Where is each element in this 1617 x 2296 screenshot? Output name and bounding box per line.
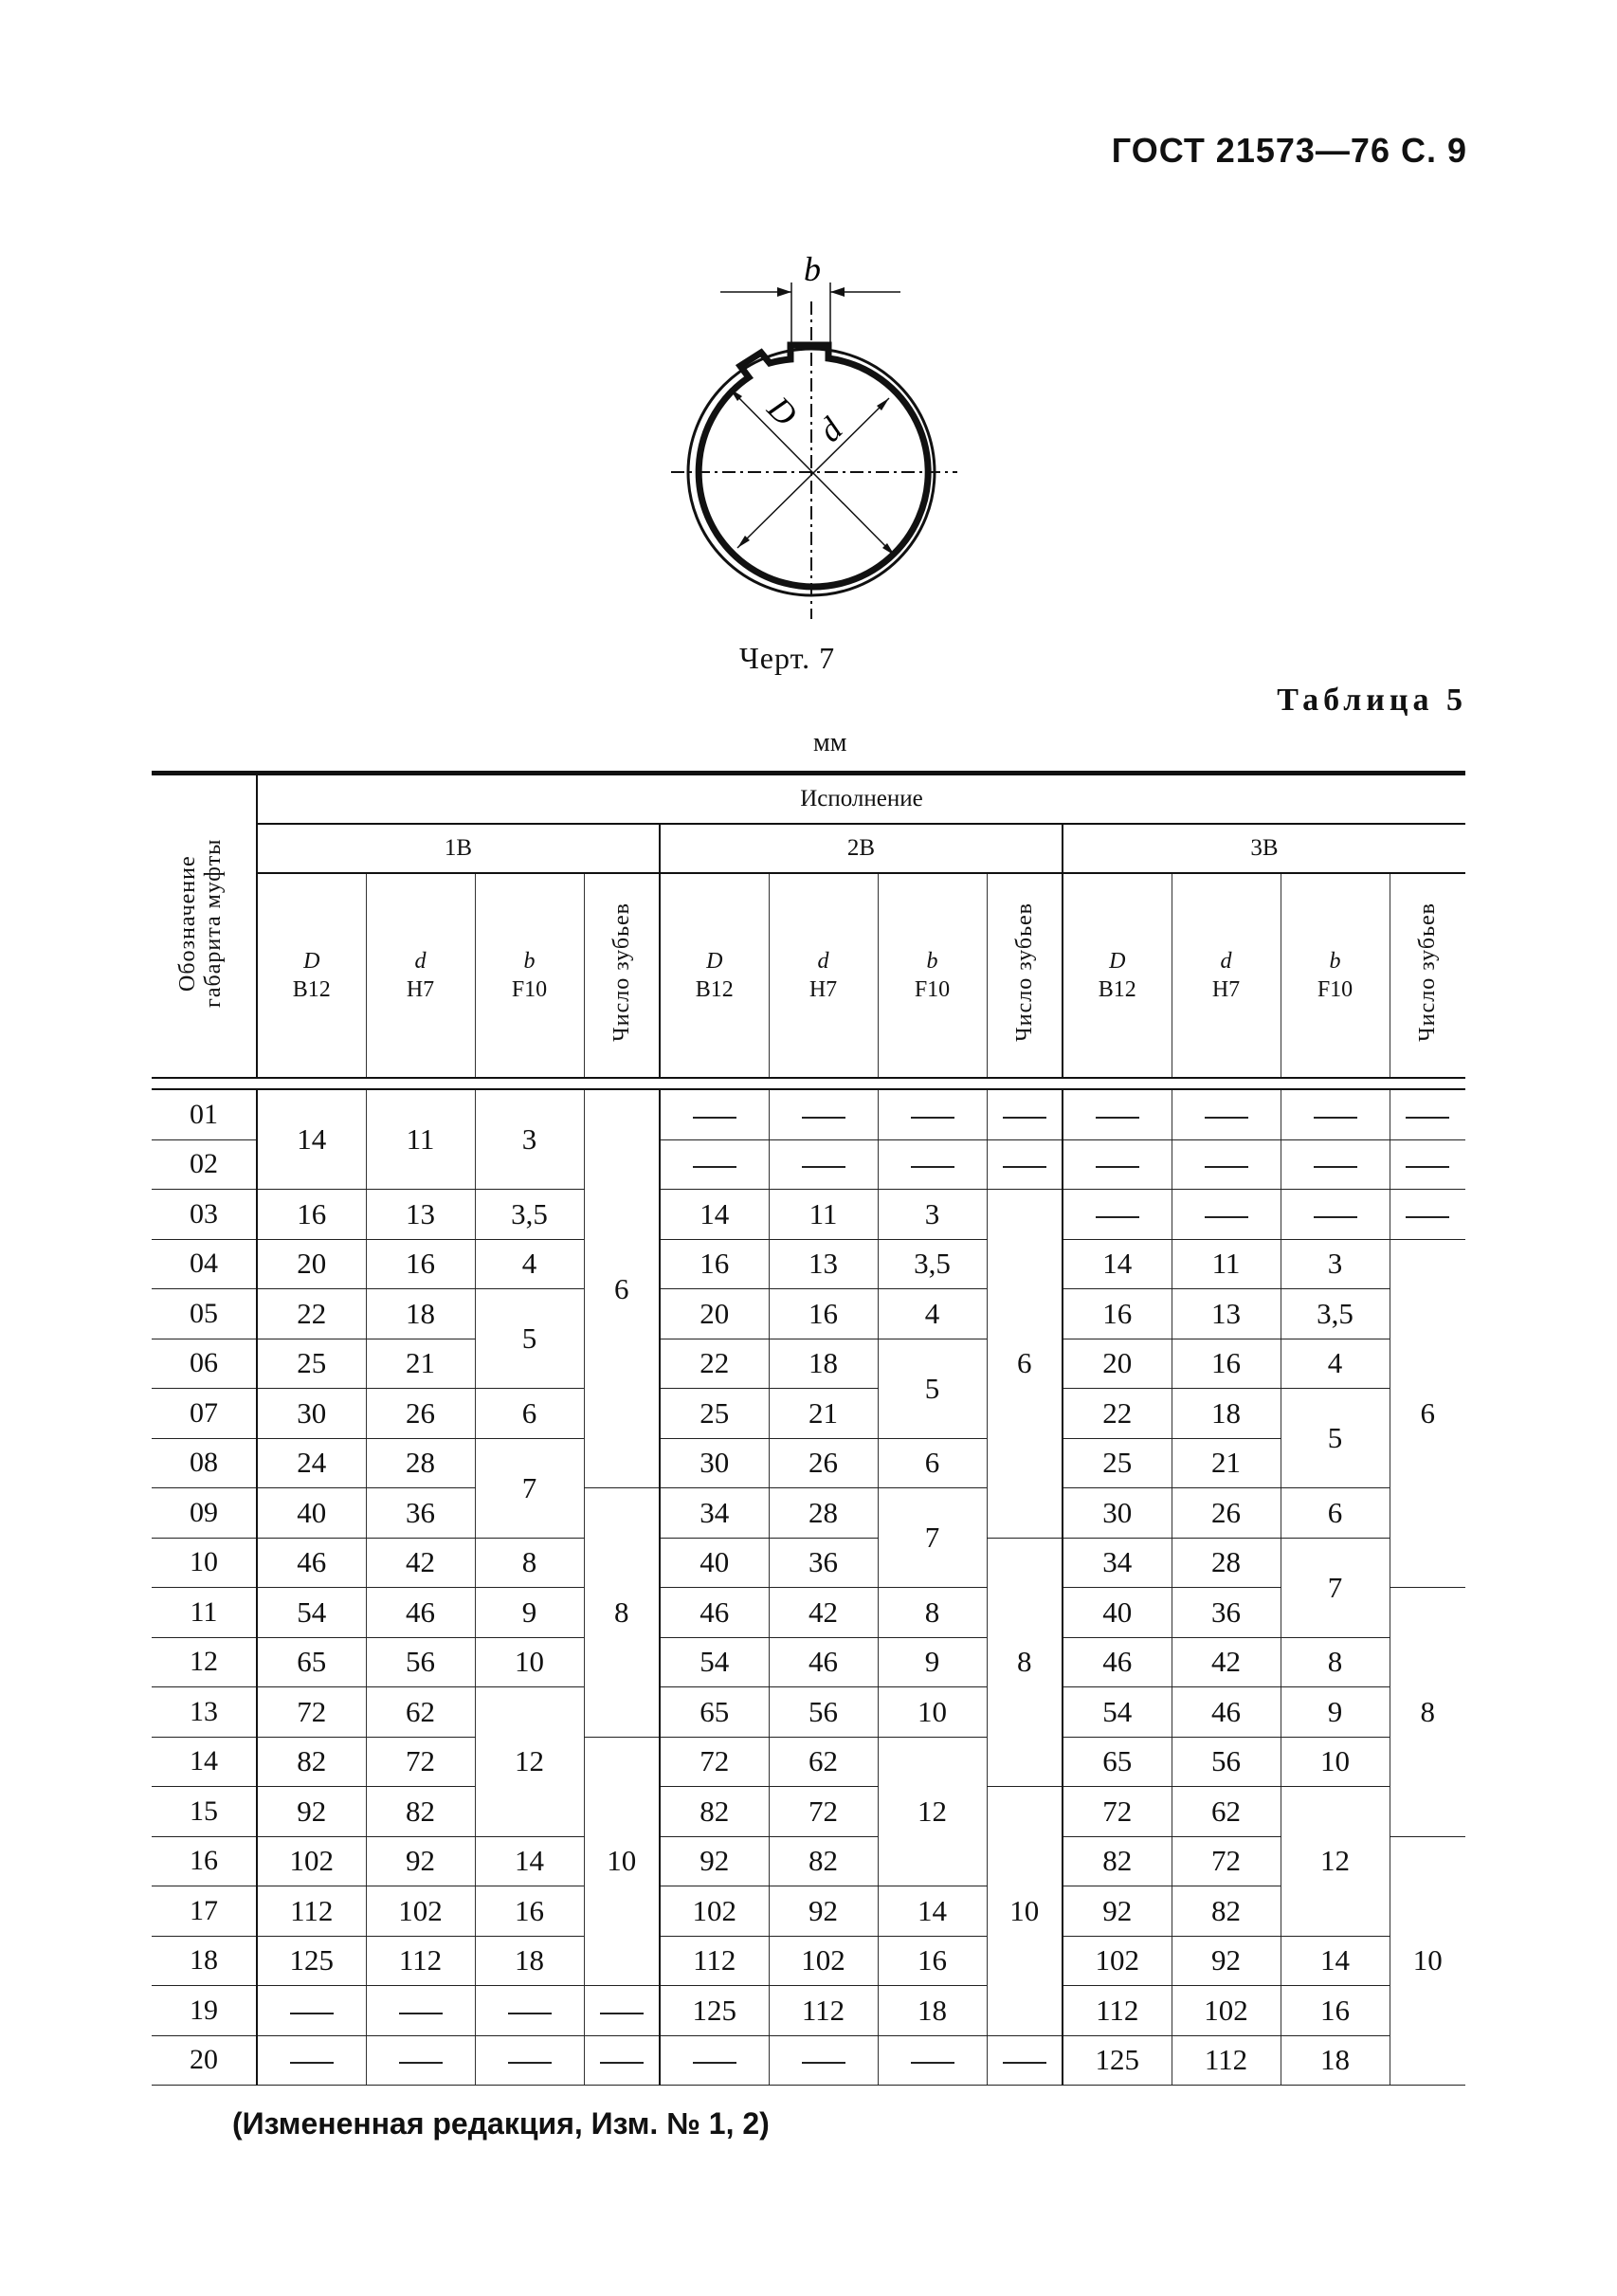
table-cell: 05 (152, 1289, 257, 1339)
table-cell: 62 (366, 1687, 475, 1738)
table-cell (769, 2035, 878, 2086)
table-cell: 03 (152, 1190, 257, 1240)
param-teeth: Число зубьев (1390, 873, 1465, 1078)
table-cell: 9 (1281, 1687, 1390, 1738)
table-cell: 20 (660, 1289, 769, 1339)
table-cell (1390, 1089, 1465, 1139)
param-teeth: Число зубьев (584, 873, 660, 1078)
table-cell: 22 (1063, 1389, 1172, 1439)
table-cell: 72 (1063, 1787, 1172, 1837)
table-cell: 112 (1063, 1986, 1172, 2036)
table-cell: 09 (152, 1488, 257, 1539)
table-cell: 8 (1390, 1588, 1465, 1837)
table-cell: 16 (366, 1239, 475, 1289)
table-cell: 92 (257, 1787, 366, 1837)
table-cell (660, 1089, 769, 1139)
table-title: Таблица 5 (1277, 683, 1467, 718)
table-row (152, 1637, 1465, 1687)
param-b: b F10 (475, 873, 584, 1078)
table-cell: 16 (769, 1289, 878, 1339)
table-cell: 82 (366, 1787, 475, 1837)
table-cell (1172, 1139, 1281, 1190)
table-cell: 20 (257, 1239, 366, 1289)
table-cell: 22 (660, 1339, 769, 1389)
table-row (152, 1737, 1465, 1787)
table-cell: 11 (152, 1588, 257, 1638)
table-cell: 72 (769, 1787, 878, 1837)
table-cell: 24 (257, 1438, 366, 1488)
amendment-note: (Измененная редакция, Изм. № 1, 2) (232, 2106, 770, 2141)
table-row (152, 1787, 1465, 1837)
table-cell: 8 (1281, 1637, 1390, 1687)
param-b: b F10 (1281, 873, 1390, 1078)
table-cell: 36 (769, 1538, 878, 1588)
table-cell: 14 (475, 1836, 584, 1886)
table-cell: 16 (1281, 1986, 1390, 2036)
table-cell: 54 (257, 1588, 366, 1638)
table-cell: 21 (1172, 1438, 1281, 1488)
table-cell: 102 (660, 1886, 769, 1937)
table-cell (1063, 1139, 1172, 1190)
subgroup-3B: 3В (1063, 824, 1465, 873)
table-cell: 82 (769, 1836, 878, 1886)
param-teeth: Число зубьев (987, 873, 1063, 1078)
table-cell: 10 (584, 1737, 660, 1986)
table-cell (475, 2035, 584, 2086)
table-cell: 20 (1063, 1339, 1172, 1389)
table-row (152, 1339, 1465, 1389)
table-cell: 46 (769, 1637, 878, 1687)
table-row (152, 1836, 1465, 1886)
table-cell (878, 1089, 987, 1139)
table-cell (1281, 1139, 1390, 1190)
table-cell: 18 (1281, 2035, 1390, 2086)
table-cell: 13 (366, 1190, 475, 1240)
table-cell: 92 (1063, 1886, 1172, 1937)
table-cell (1390, 1139, 1465, 1190)
table-cell: 01 (152, 1089, 257, 1139)
table-cell: 10 (987, 1787, 1063, 2036)
table-cell: 82 (1063, 1836, 1172, 1886)
table-cell: 02 (152, 1139, 257, 1190)
table-cell: 25 (660, 1389, 769, 1439)
table-cell: 14 (1281, 1936, 1390, 1986)
param-D: D B12 (257, 873, 366, 1078)
table-cell: 14 (257, 1089, 366, 1190)
table-row (152, 1438, 1465, 1488)
table-cell: 6 (987, 1190, 1063, 1539)
table-cell (152, 1078, 1465, 1089)
table-cell: 40 (257, 1488, 366, 1539)
param-d: d H7 (769, 873, 878, 1078)
table-cell (987, 1139, 1063, 1190)
table-cell (1172, 1089, 1281, 1139)
table-cell: 125 (257, 1936, 366, 1986)
table-cell: 8 (584, 1488, 660, 1738)
table-cell: 4 (475, 1239, 584, 1289)
table-cell: 10 (878, 1687, 987, 1738)
table-cell: 102 (1172, 1986, 1281, 2036)
table-cell: 112 (769, 1986, 878, 2036)
table-row (152, 1089, 1465, 1139)
table-cell: 6 (1390, 1239, 1465, 1588)
table-cell: 14 (1063, 1239, 1172, 1289)
table-cell: 9 (475, 1588, 584, 1638)
table-cell: 36 (1172, 1588, 1281, 1638)
table-cell: 5 (475, 1289, 584, 1389)
table-cell: 13 (152, 1687, 257, 1738)
row-header-cell (152, 774, 257, 1079)
table-row (152, 1488, 1465, 1539)
param-d: d H7 (1172, 873, 1281, 1078)
table-cell: 3,5 (475, 1190, 584, 1240)
table-row (152, 1687, 1465, 1738)
subgroup-2B: 2В (660, 824, 1063, 873)
table-cell: 42 (366, 1538, 475, 1588)
table-cell (584, 1986, 660, 2036)
table-cell: 7 (878, 1488, 987, 1588)
table-cell: 18 (475, 1936, 584, 1986)
table-cell: 40 (660, 1538, 769, 1588)
table-cell: 8 (987, 1538, 1063, 1787)
table-cell: 6 (475, 1389, 584, 1439)
table-cell: 72 (1172, 1836, 1281, 1886)
table-cell: 36 (366, 1488, 475, 1539)
page-header: ГОСТ 21573—76 С. 9 (1111, 131, 1467, 170)
table-cell: 92 (660, 1836, 769, 1886)
table-cell: 16 (660, 1239, 769, 1289)
table-cell: 07 (152, 1389, 257, 1439)
table-cell: 26 (769, 1438, 878, 1488)
row-header-text: Обозначение габарита муфты (175, 838, 226, 1008)
table-cell (878, 1139, 987, 1190)
table-cell (257, 1986, 366, 2036)
table-cell (475, 1986, 584, 2036)
table-cell: 112 (366, 1936, 475, 1986)
table-cell: 18 (769, 1339, 878, 1389)
table-cell: 62 (769, 1737, 878, 1787)
units-label: мм (813, 728, 847, 757)
table-cell (366, 1986, 475, 2036)
table-cell: 56 (366, 1637, 475, 1687)
table-cell: 112 (257, 1886, 366, 1937)
table-cell: 3,5 (878, 1239, 987, 1289)
table-cell: 12 (878, 1737, 987, 1886)
table-cell: 10 (152, 1538, 257, 1588)
table-cell: 22 (257, 1289, 366, 1339)
table-cell: 17 (152, 1886, 257, 1937)
table-cell: 46 (1172, 1687, 1281, 1738)
table-cell (660, 2035, 769, 2086)
table-cell: 12 (152, 1637, 257, 1687)
table-cell: 10 (475, 1637, 584, 1687)
table-cell: 3 (475, 1089, 584, 1190)
table-cell (878, 2035, 987, 2086)
table-cell (366, 2035, 475, 2086)
table-cell: 65 (257, 1637, 366, 1687)
table-cell: 14 (660, 1190, 769, 1240)
table-cell: 26 (366, 1389, 475, 1439)
table-cell: 56 (1172, 1737, 1281, 1787)
table-cell: 16 (878, 1936, 987, 1986)
table-cell: 54 (660, 1637, 769, 1687)
table-5 (152, 771, 1465, 2086)
table-cell: 102 (257, 1836, 366, 1886)
table-cell: 42 (1172, 1637, 1281, 1687)
table-cell: 11 (769, 1190, 878, 1240)
table-cell: 06 (152, 1339, 257, 1389)
table-row (152, 1588, 1465, 1638)
table-cell: 28 (1172, 1538, 1281, 1588)
table-cell: 3,5 (1281, 1289, 1390, 1339)
table-cell: 16 (1172, 1339, 1281, 1389)
table-cell: 6 (584, 1089, 660, 1488)
param-b: b F10 (878, 873, 987, 1078)
table-row (152, 1538, 1465, 1588)
table-row (152, 2035, 1465, 2086)
table-cell: 25 (257, 1339, 366, 1389)
table-cell: 18 (152, 1936, 257, 1986)
param-D: D B12 (660, 873, 769, 1078)
table-cell: 4 (1281, 1339, 1390, 1389)
table-cell: 21 (769, 1389, 878, 1439)
table-cell: 16 (257, 1190, 366, 1240)
table-row (152, 1289, 1465, 1339)
table-cell: 5 (1281, 1389, 1390, 1488)
table-cell: 13 (1172, 1289, 1281, 1339)
table-cell: 54 (1063, 1687, 1172, 1738)
table-cell: 112 (1172, 2035, 1281, 2086)
table-cell (257, 2035, 366, 2086)
table-cell: 42 (769, 1588, 878, 1638)
table-cell: 46 (366, 1588, 475, 1638)
table-cell: 28 (769, 1488, 878, 1539)
param-D: D B12 (1063, 873, 1172, 1078)
table-cell: 20 (152, 2035, 257, 2086)
table-cell: 6 (1281, 1488, 1390, 1539)
table-cell (1063, 1089, 1172, 1139)
group-header: Исполнение (257, 774, 1465, 825)
table-cell: 72 (366, 1737, 475, 1787)
table-cell: 3 (1281, 1239, 1390, 1289)
table-cell: 7 (475, 1438, 584, 1538)
table-body (152, 1078, 1465, 2086)
table-cell: 10 (1390, 1836, 1465, 2086)
table-row (152, 1886, 1465, 1937)
table-cell (1390, 1190, 1465, 1240)
table-cell: 14 (152, 1737, 257, 1787)
dim-D-label: D (760, 389, 805, 434)
table-cell (987, 1089, 1063, 1139)
table-cell: 65 (1063, 1737, 1172, 1787)
table-row (152, 1239, 1465, 1289)
table-cell: 34 (1063, 1538, 1172, 1588)
table-cell: 92 (1172, 1936, 1281, 1986)
table-cell: 16 (1063, 1289, 1172, 1339)
table-cell: 18 (366, 1289, 475, 1339)
table-cell (1172, 1190, 1281, 1240)
table-cell: 102 (769, 1936, 878, 1986)
table-cell (1281, 1089, 1390, 1139)
table-cell: 3 (878, 1190, 987, 1240)
table-cell: 25 (1063, 1438, 1172, 1488)
table-cell: 16 (152, 1836, 257, 1886)
table-cell: 5 (878, 1339, 987, 1438)
table-cell (1063, 1190, 1172, 1240)
table-cell: 08 (152, 1438, 257, 1488)
table-cell: 26 (1172, 1488, 1281, 1539)
table-cell (769, 1089, 878, 1139)
table-cell: 19 (152, 1986, 257, 2036)
table-cell: 04 (152, 1239, 257, 1289)
table-cell: 46 (660, 1588, 769, 1638)
subgroup-1B: 1В (257, 824, 660, 873)
dim-d-label: d (810, 410, 850, 449)
table-cell: 92 (769, 1886, 878, 1937)
table-cell: 125 (1063, 2035, 1172, 2086)
table-cell: 15 (152, 1787, 257, 1837)
table-cell: 82 (257, 1737, 366, 1787)
table-cell: 10 (1281, 1737, 1390, 1787)
table-cell: 21 (366, 1339, 475, 1389)
table-cell: 8 (475, 1538, 584, 1588)
table-cell: 102 (1063, 1936, 1172, 1986)
table-cell: 8 (878, 1588, 987, 1638)
table-cell: 46 (1063, 1637, 1172, 1687)
table-cell: 11 (1172, 1239, 1281, 1289)
figure-caption: Черт. 7 (739, 641, 836, 675)
dim-b-label: b (804, 254, 821, 288)
table-cell: 125 (660, 1986, 769, 2036)
table-cell: 13 (769, 1239, 878, 1289)
table-cell: 82 (660, 1787, 769, 1837)
table-cell (769, 1139, 878, 1190)
table-cell: 11 (366, 1089, 475, 1190)
table-cell: 72 (660, 1737, 769, 1787)
table-cell: 16 (475, 1886, 584, 1937)
table-cell (987, 2035, 1063, 2086)
table-cell: 12 (1281, 1787, 1390, 1937)
table-cell: 30 (257, 1389, 366, 1439)
table-row (152, 1190, 1465, 1240)
table-cell: 28 (366, 1438, 475, 1488)
table-cell: 102 (366, 1886, 475, 1937)
table-cell: 72 (257, 1687, 366, 1738)
table-row (152, 1389, 1465, 1439)
table-cell: 34 (660, 1488, 769, 1539)
table-cell: 92 (366, 1836, 475, 1886)
table-cell: 30 (1063, 1488, 1172, 1539)
table-cell: 112 (660, 1936, 769, 1986)
table-cell: 4 (878, 1289, 987, 1339)
table-cell: 18 (878, 1986, 987, 2036)
table-cell: 56 (769, 1687, 878, 1738)
table-cell: 40 (1063, 1588, 1172, 1638)
table-cell (584, 2035, 660, 2086)
table-row (152, 1986, 1465, 2036)
table-cell: 82 (1172, 1886, 1281, 1937)
param-d: d H7 (366, 873, 475, 1078)
table-cell (660, 1139, 769, 1190)
table-cell: 62 (1172, 1787, 1281, 1837)
table-cell: 14 (878, 1886, 987, 1937)
table-cell: 46 (257, 1538, 366, 1588)
table-cell: 7 (1281, 1538, 1390, 1637)
table-cell (1281, 1190, 1390, 1240)
table-cell: 9 (878, 1637, 987, 1687)
table-row (152, 1936, 1465, 1986)
table-cell: 30 (660, 1438, 769, 1488)
table-cell: 18 (1172, 1389, 1281, 1439)
coupling-drawing (654, 254, 967, 652)
table-cell: 12 (475, 1687, 584, 1837)
table-cell: 6 (878, 1438, 987, 1488)
table-cell: 65 (660, 1687, 769, 1738)
